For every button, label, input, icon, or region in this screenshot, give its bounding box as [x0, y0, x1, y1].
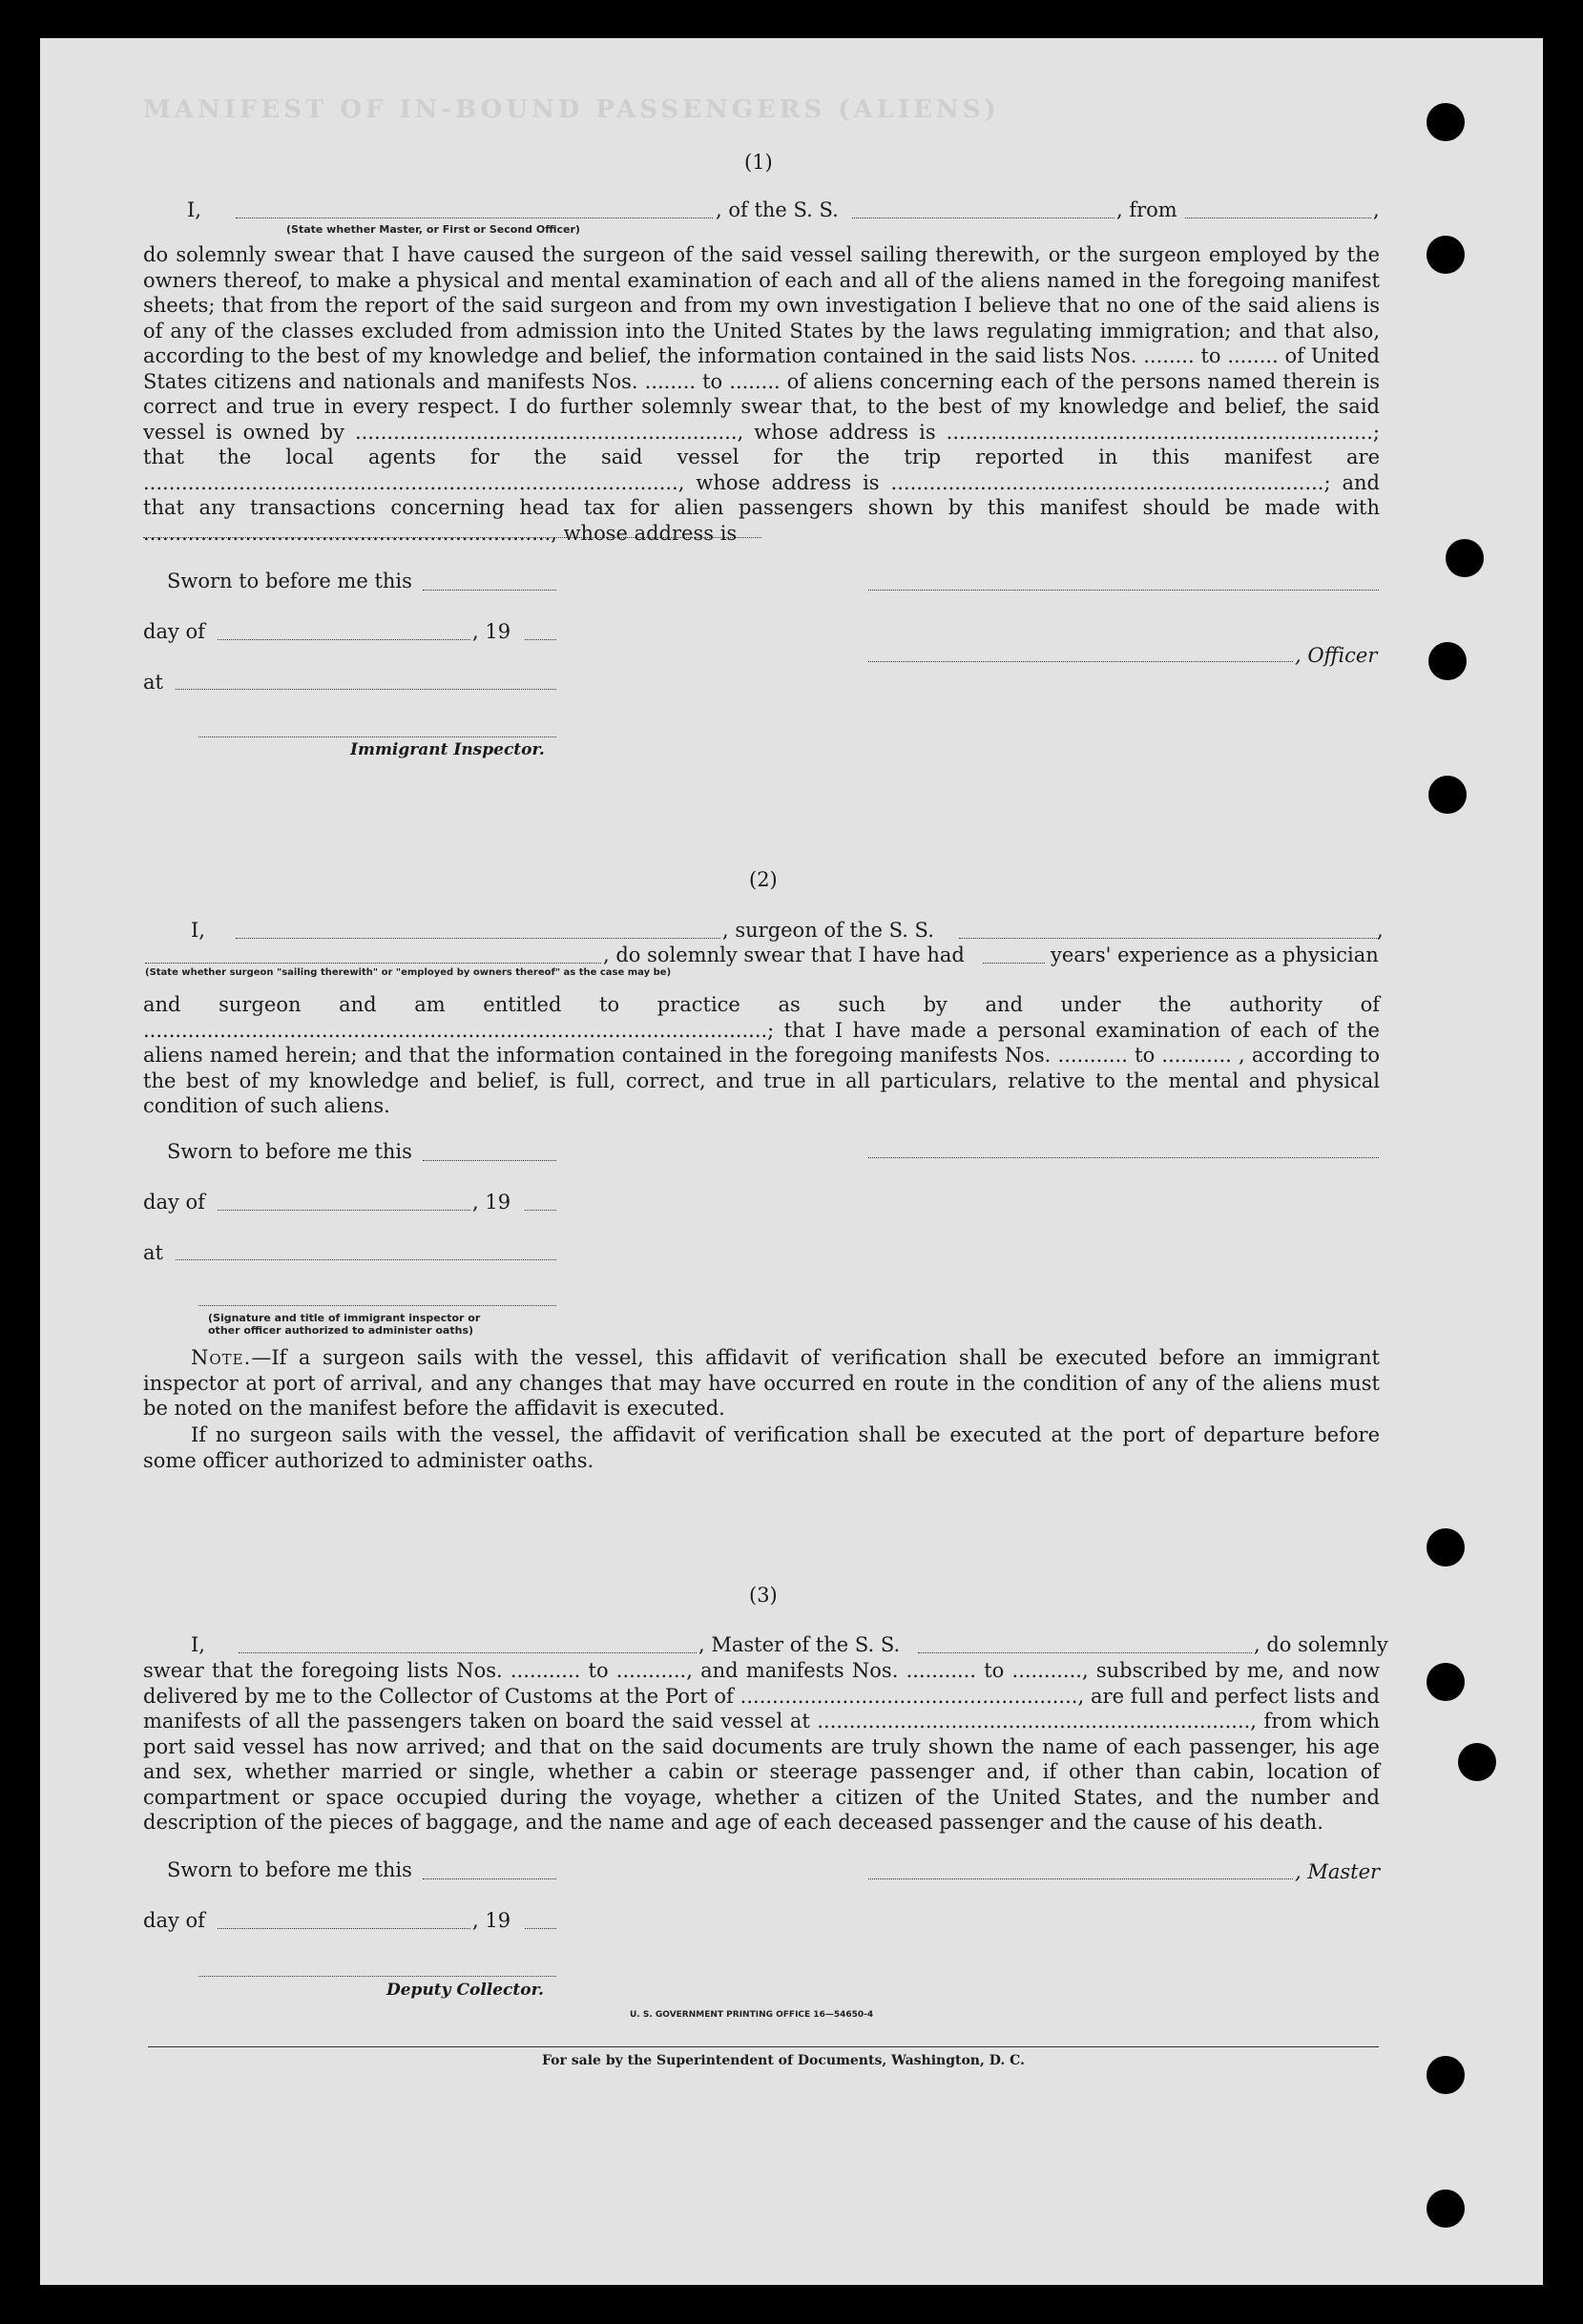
master-of-label: , Master of the S. S.: [698, 1633, 901, 1656]
master-signature-field[interactable]: [868, 1878, 1293, 1879]
section-1-oath-text: do solemnly swear that I have caused the surgeon of the said vessel sailing therewith, or the surgeon employed by the owners thereof, to make a physical and mental examination of each and all of the aliens named in the foregoing manifest sheets; that from the report of the said surgeon and from my own investigation I believe that no one of the said aliens is of any of the classes excluded from admission into the United States by the laws regulating immigration; and that also, according to the best of my knowledge and belief, the information contained in the said lists Nos. ........ to ........ of United States citizens and nationals and manifests Nos. ........ to ........ of aliens concerning each of the persons named therein is correct and true in every respect. I do further solemnly swear that, to the best of my knowledge and belief, the said vessel is owned by ............................................................, whose address is ...................................................................; that the local agents for the said vessel for the trip reported in this manifest are ...................................................................................., whose address is ....................................................................; and that any transactions concerning head tax for alien passengers shown by this manifest should be made with ................................................................, whose address is: [143, 243, 1380, 545]
solemnly-label: , do solemnly: [1254, 1633, 1388, 1656]
faded-header: MANIFEST OF IN-BOUND PASSENGERS (ALIENS): [143, 95, 1000, 124]
surgeon-caption: (State whether surgeon "sailing therewith" or "employed by owners thereof" as the case may be): [145, 967, 672, 978]
section-1-i-label: I,: [187, 198, 201, 221]
surgeon-of-label: , surgeon of the S. S.: [722, 919, 934, 942]
month-field-1[interactable]: [218, 639, 470, 640]
note-text: —If a surgeon sails with the vessel, this affidavit of verification shall be executed before an immigrant inspector at port of arrival, and any changes that may have occurred en route in the condition of any of the aliens must be noted on the manifest before the affidavit is executed.: [143, 1346, 1380, 1420]
surgeon-status-field[interactable]: [145, 963, 601, 964]
at-label-2: at: [143, 1241, 163, 1264]
sworn-label-2: Sworn to before me this: [167, 1140, 412, 1163]
sworn-label-1: Sworn to before me this: [167, 570, 412, 592]
head-tax-address-field[interactable]: [143, 537, 761, 538]
binder-hole: [1427, 2056, 1465, 2094]
officer-signature-field[interactable]: [868, 661, 1293, 662]
surgeon-signature-field[interactable]: [868, 1157, 1379, 1158]
binder-hole: [1427, 103, 1465, 141]
month-field-3[interactable]: [218, 1928, 470, 1929]
day-of-label-1: day of: [143, 620, 205, 643]
signature-caption-line-2: other officer authorized to administer oaths): [208, 1324, 474, 1337]
binder-hole: [1446, 539, 1484, 577]
year-field-1[interactable]: [525, 639, 556, 640]
sworn-date-field-2[interactable]: [423, 1160, 556, 1161]
deputy-label: Deputy Collector.: [386, 1981, 544, 2000]
sworn-date-field-1[interactable]: [423, 590, 556, 591]
section-3-number: (3): [749, 1584, 778, 1607]
signature-caption-line-1: (Signature and title of immigrant inspector or: [208, 1312, 481, 1324]
master-vessel-field[interactable]: [918, 1652, 1252, 1653]
binder-hole: [1427, 1663, 1465, 1701]
section-2-number: (2): [749, 868, 778, 891]
binder-hole: [1428, 642, 1467, 680]
section-2-oath-text: and surgeon and am entitled to practice as such by and under the authority of ..................................................................................................; that I have made a personal examination of each of the aliens named herein; and that the information contained in the foregoing manifests Nos. ........... to ........... , according to the best of my knowledge and belief, is full, correct, and true in all particulars, relative to the mental and physical condition of such aliens.: [143, 993, 1380, 1117]
no-surgeon-note: If no surgeon sails with the vessel, the affidavit of verification shall be executed at the port of departure before some officer authorized to administer oaths.: [143, 1423, 1380, 1472]
year-field-2[interactable]: [525, 1210, 556, 1211]
footer-divider: [148, 2046, 1379, 2047]
binder-hole: [1458, 1743, 1496, 1781]
swear-label: , do solemnly swear that I have had: [603, 944, 965, 966]
deputy-signature-field[interactable]: [198, 1976, 556, 1977]
year-label-2: , 19: [472, 1191, 511, 1214]
surgeon-note: [143, 1345, 1380, 1421]
from-label: , from: [1116, 198, 1177, 221]
day-of-label-2: day of: [143, 1191, 205, 1214]
gpo-imprint: U. S. GOVERNMENT PRINTING OFFICE 16—54650-4: [630, 2010, 874, 2020]
at-place-field-2[interactable]: [176, 1259, 556, 1260]
section-1-number: (1): [744, 151, 773, 174]
inspector-label: Immigrant Inspector.: [350, 740, 545, 759]
sworn-date-field-3[interactable]: [423, 1878, 556, 1879]
at-label-1: at: [143, 671, 163, 694]
administering-officer-signature-field[interactable]: [198, 1305, 556, 1306]
master-name-field[interactable]: [239, 1652, 697, 1653]
years-label: years' experience as a physician: [1051, 944, 1379, 966]
binder-hole: [1427, 2189, 1465, 2228]
surgeon-vessel-field[interactable]: [959, 938, 1379, 939]
section-3-i-label: I,: [191, 1633, 205, 1656]
sworn-label-3: Sworn to before me this: [167, 1858, 412, 1881]
at-place-field-1[interactable]: [176, 689, 556, 690]
officer-label: , Officer: [1295, 644, 1378, 667]
years-experience-field[interactable]: [983, 963, 1045, 964]
day-of-label-3: day of: [143, 1909, 205, 1932]
binder-hole: [1427, 1528, 1465, 1567]
binder-hole: [1427, 236, 1465, 274]
binder-hole: [1428, 776, 1467, 814]
surgeon-name-field[interactable]: [236, 938, 720, 939]
master-label: , Master: [1295, 1860, 1381, 1883]
month-field-2[interactable]: [218, 1210, 470, 1211]
section-3-oath-text: swear that the foregoing lists Nos. ........... to ..........., and manifests Nos. ........... to ..........., subscribed by me, and now delivered by me to the Collector of Customs at the Port of ....................................................., are full and perfect lists and manifests of all the passengers taken on board the said vessel at ...................................................................., from which port said vessel has now arrived; and that on the said documents are truly shown the name of each passenger, his age and sex, whether married or single, whether a cabin or steerage passenger and, if other than cabin, location of compartment or space occupied during the voyage, whether a citizen of the United States, and the number and description of the pieces of baggage, and the name and age of each deceased passenger and the cause of his death.: [143, 1659, 1380, 1834]
officer-caption: (State whether Master, or First or Second Officer): [286, 223, 580, 236]
note-label: Note.: [191, 1346, 252, 1369]
signature-field-1[interactable]: [868, 590, 1379, 591]
year-field-3[interactable]: [525, 1928, 556, 1929]
sale-notice: For sale by the Superintendent of Documents, Washington, D. C.: [542, 2053, 1025, 2068]
of-ss-label: , of the S. S.: [716, 198, 839, 221]
section-2-i-label: I,: [191, 919, 205, 942]
year-label-3: , 19: [472, 1909, 511, 1932]
year-label-1: , 19: [472, 620, 511, 643]
